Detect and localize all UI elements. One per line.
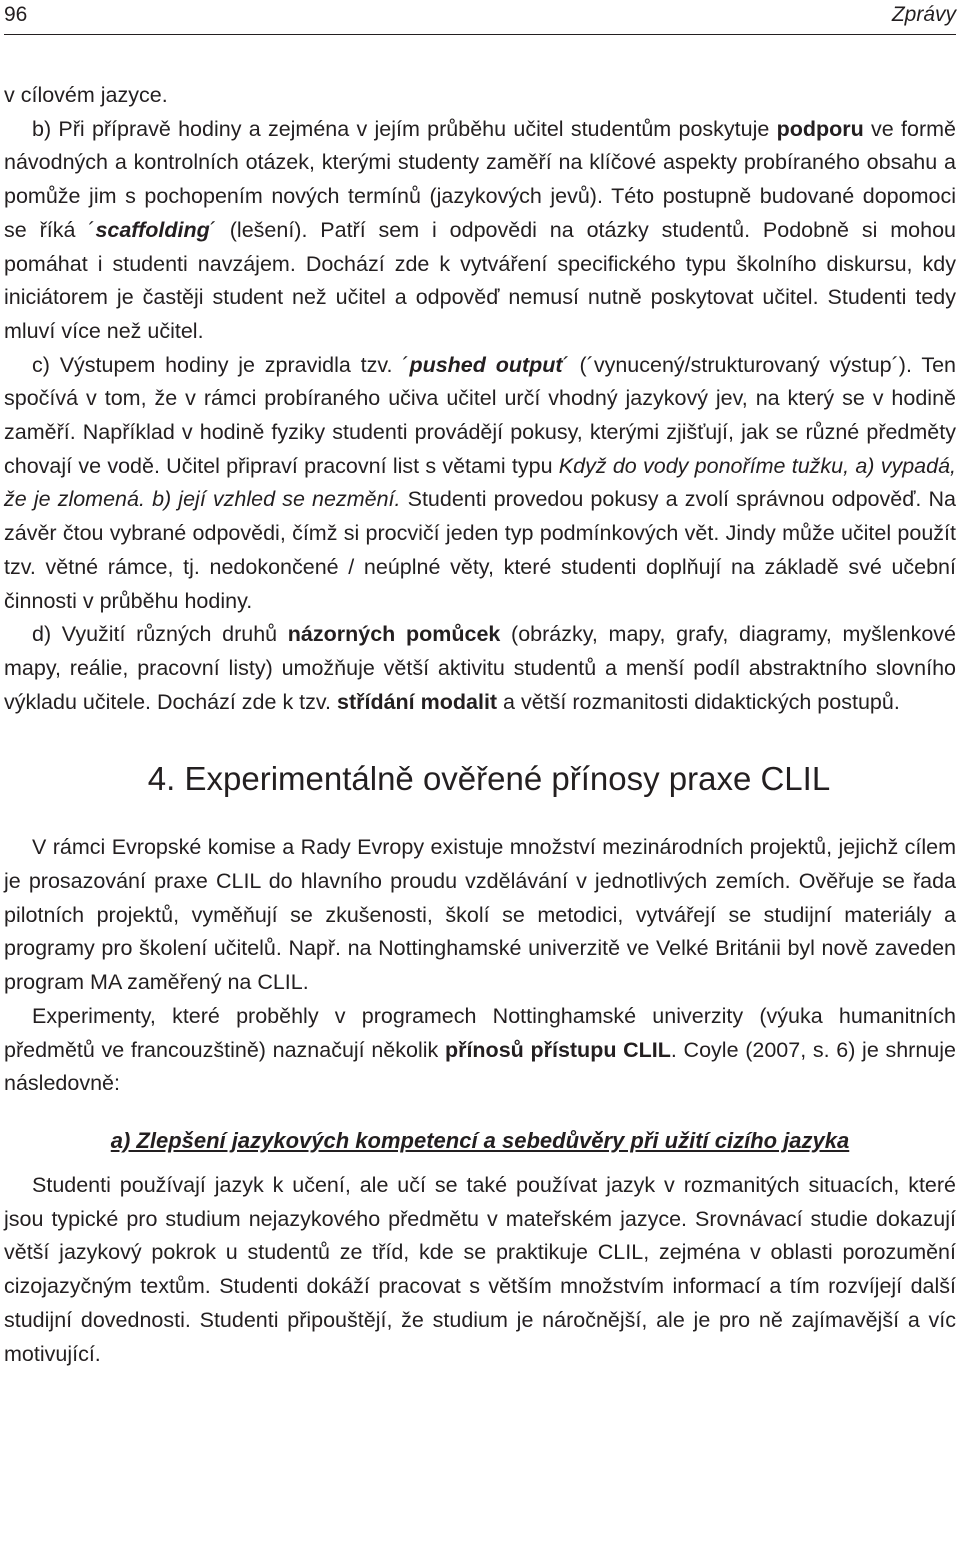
paragraph (4, 831, 956, 1000)
bold-text: scaffolding (95, 217, 210, 242)
bold-text: pushed output (409, 352, 563, 377)
text-run: Studenti používají jazyk k učení, ale učí se také používat jazyk v rozmanitých situacích, které jsou typické pro studium nejazykového předmětu v mateřském jazyce. Srovnávací studie dokazují větší jazykový pokrok u studentů ze tříd, kde se praktikuje CLIL, zejména v oblasti porozumění cizojazyčným textům. Studenti dokáží pracovat s větším množstvím informací a tím rozvíjejí další studijní dovednosti. Studenti připouštějí, že studium je náročnější, ale je pro ně zajímavější a víc motivující. (4, 1172, 956, 1366)
paragraph (4, 79, 956, 113)
text-run: V rámci Evropské komise a Rady Evropy existuje množství mezinárodních projektů, jejichž cílem je prosazování praxe CLIL do hlavního proudu vzdělávání v jednotlivých zemích. Ověřuje se řada pilotních projektů, vyměňují se zkušenosti, školí se metodici, vytvářejí se studijní materiály a programy pro školení učitelů. Např. na Nottinghamské univerzitě ve Velké Británii byl nově zaveden program MA zaměřený na CLIL. (4, 835, 956, 995)
paragraph (4, 1169, 956, 1371)
italic-text: Když do vody ponoříme tužku, a) vypadá, že je zlomená. b) její vzhled se nezmění. (4, 453, 957, 512)
paragraph (4, 113, 956, 349)
text-run: (obrázky, mapy, grafy, diagramy, myšlenkové mapy, reálie, pracovní listy) umožňuje větší aktivitu studentů a menší podíl abstraktního slovního výkladu učitele. Dochází zde k tzv. (4, 622, 956, 714)
text-run: a větší rozmanitosti didaktických postupů. (497, 689, 900, 714)
document-body (4, 79, 956, 1371)
text-run: ´ (lešení). Patří sem i odpovědi na otázky studentů. Podobně si mohou pomáhat i studenti navzájem. Dochází zde k vytváření specifického typu školního diskursu, kdy iniciátorem je častěji student než učitel a odpověď nemusí nutně poskytovat učitel. Studenti tedy mluví více než učitel. (4, 217, 956, 343)
section-title: Zprávy (891, 3, 956, 26)
text-run: d) Využití různých druhů (32, 622, 288, 647)
paragraph (4, 349, 956, 619)
page-header (4, 0, 956, 35)
text-run: Studenti provedou pokusy a zvolí správnou odpověď. Na závěr čtou vybrané odpovědi, čímž si procvičí jeden typ podmínkových vět. Jindy může učitel použít tzv. větné rámce, tj. nedokončené / neúplné věty, které studenti doplňují na základě své učební činnosti v průběhu hodiny. (4, 487, 957, 613)
paragraph (4, 1000, 956, 1101)
text-run: c) Výstupem hodiny je zpravidla tzv. ´ (32, 352, 410, 377)
bold-text: podporu (776, 116, 864, 141)
text-run: v cílovém jazyce. (4, 83, 168, 107)
bold-text: střídání modalit (337, 689, 498, 714)
text-run: ve formě návodných a kontrolních otázek, kterými studenty zaměří na klíčové aspekty probíraného obsahu a pomůže jim s pochopením nových termínů (jazykových jevů). Této postupně budované dopomoci se říká ´ (4, 116, 956, 242)
bold-text: přínosů přístupu CLIL (444, 1037, 671, 1062)
paragraph (4, 618, 956, 719)
text-run: . Coyle (2007, s. 6) je shrnuje následovně: (4, 1037, 956, 1096)
subsection-heading: a) Zlepšení jazykových kompetencí a sebedůvěry při užití cizího jazyka (110, 1127, 850, 1153)
page-number: 96 (4, 3, 28, 26)
text-run: b) Při přípravě hodiny a zejména v jejím průběhu učitel studentům poskytuje (32, 116, 777, 141)
bold-text: názorných pomůcek (287, 622, 501, 647)
section-heading: 4. Experimentálně ověřené přínosy praxe CLIL (147, 760, 831, 798)
text-run: Experimenty, které proběhly v programech Nottinghamské univerzity (výuka humanitních předmětů ve francouzštině) naznačují několik (4, 1003, 956, 1062)
text-run: ´ (´vynucený/strukturovaný výstup´). Ten spočívá v tom, že v rámci probíraného učiva učitel určí vhodný jazykový jev, na který se v hodině zaměří. Například v hodině fyziky studenti provádějí pokusy, kterými zjišťují, jak se různé předměty chovají ve vodě. Učitel připraví pracovní list s větami typu (4, 352, 956, 478)
